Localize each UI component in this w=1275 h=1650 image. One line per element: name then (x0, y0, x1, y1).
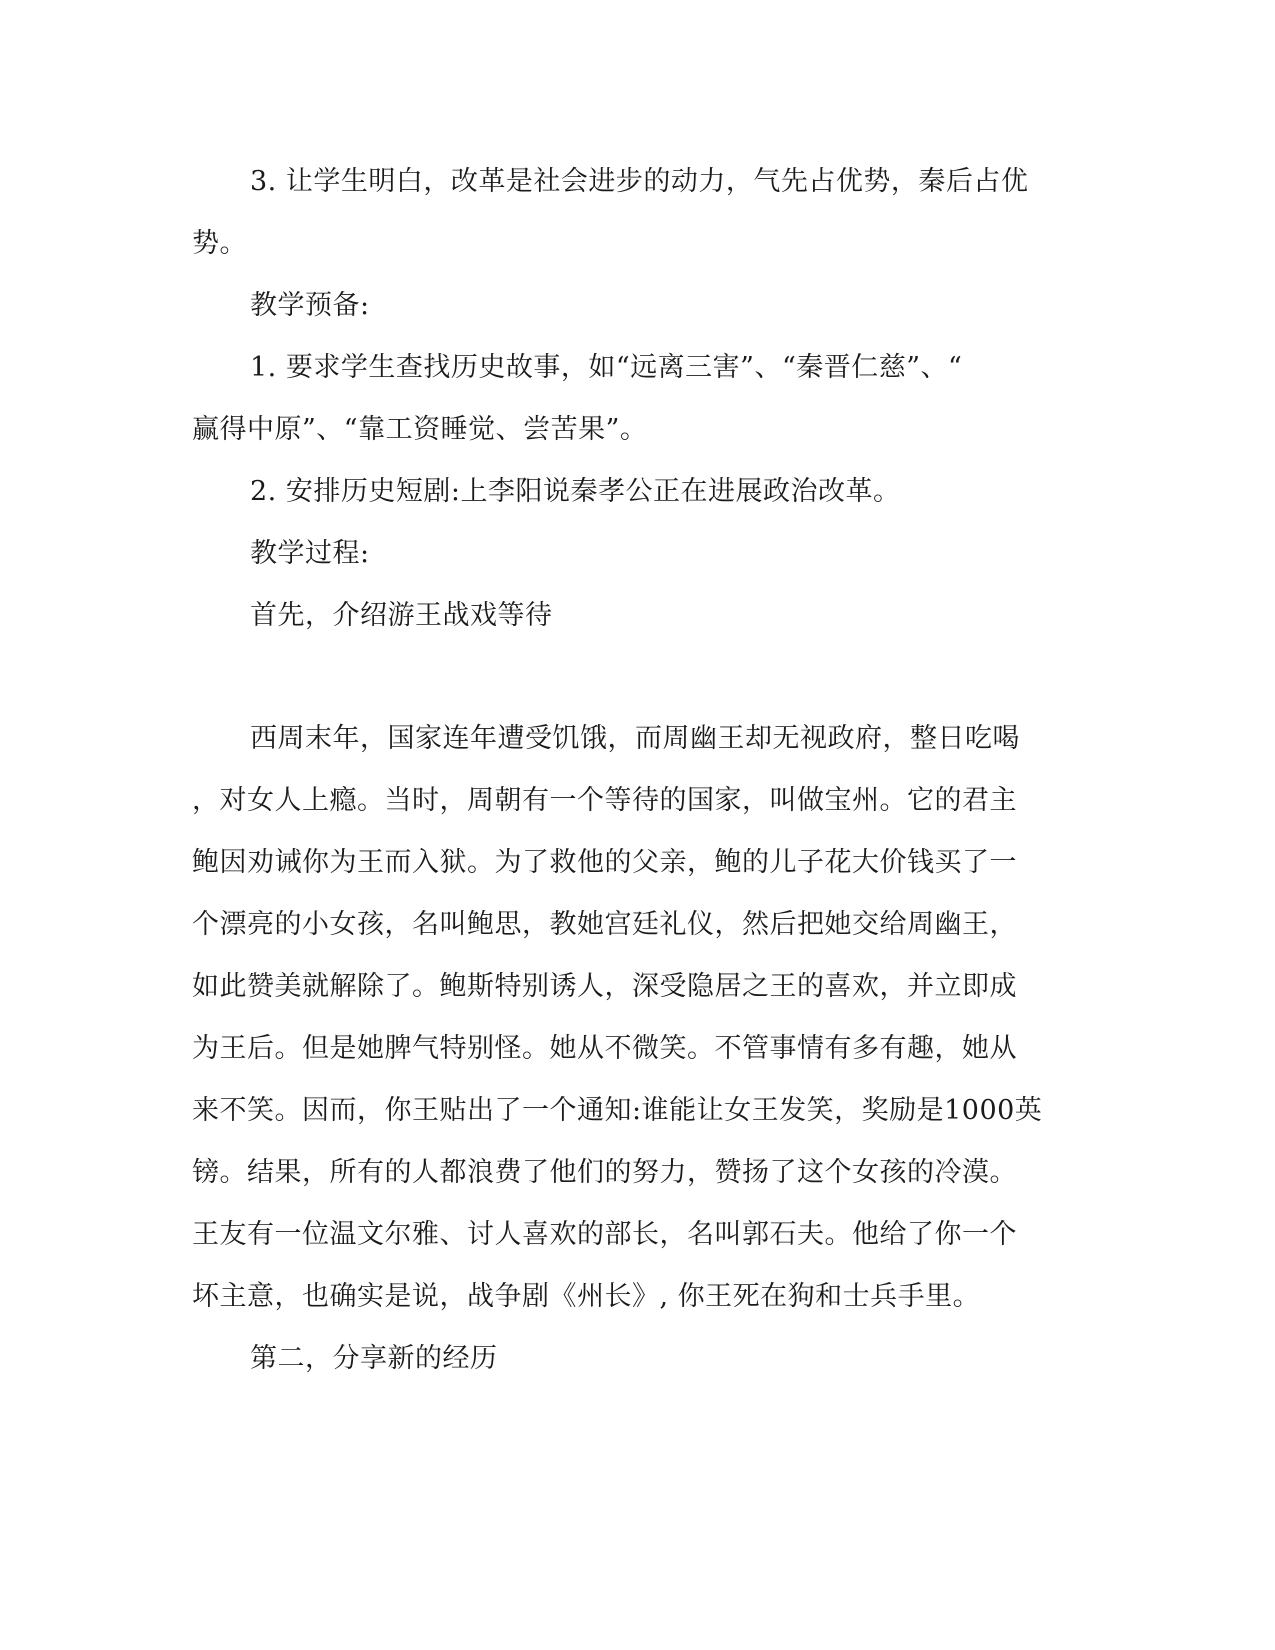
story-line-9: 王友有一位温文尔雅、讨人喜欢的部长，名叫郭石夫。他给了你一个 (192, 1219, 1017, 1250)
story-line-3: 鲍因劝诫你为王而入狱。为了救他的父亲，鲍的儿子花大价钱买了一 (192, 847, 1017, 878)
story-line-8: 镑。结果，所有的人都浪费了他们的努力，赞扬了这个女孩的冷漠。 (192, 1157, 1017, 1188)
story-line-1: 西周末年，国家连年遭受饥饿，而周幽王却无视政府，整日吃喝 (250, 723, 1020, 754)
text-line-prep-1-cont: 赢得中原”、“靠工资睡觉、尝苦果”。 (192, 414, 648, 445)
heading-teaching-process: 教学过程: (250, 538, 370, 569)
text-line-goal-3: 3. 让学生明白，改革是社会进步的动力，气先占优势，秦后占优 (250, 166, 1029, 197)
story-line-6: 为王后。但是她脾气特别怪。她从不微笑。不管事情有多有趣，她从 (192, 1033, 1017, 1064)
heading-step-2: 第二，分享新的经历 (250, 1343, 498, 1374)
story-line-7: 来不笑。因而，你王贴出了一个通知:谁能让女王发笑，奖励是1000英 (192, 1095, 1043, 1126)
story-line-4: 个漂亮的小女孩，名叫鲍思，教她宫廷礼仪，然后把她交给周幽王， (192, 909, 1017, 940)
story-line-2: ，对女人上瘾。当时，周朝有一个等待的国家，叫做宝州。它的君主 (192, 785, 1017, 816)
text-line-prep-2: 2. 安排历史短剧:上李阳说秦孝公正在进展政治改革。 (250, 476, 901, 507)
heading-teaching-prep: 教学预备: (250, 290, 370, 321)
heading-step-1: 首先，介绍游王战戏等待 (250, 600, 553, 631)
text-line-prep-1: 1. 要求学生查找历史故事，如“远离三害”、“秦晋仁慈”、“ (250, 352, 963, 383)
story-line-5: 如此赞美就解除了。鲍斯特别诱人，深受隐居之王的喜欢，并立即成 (192, 971, 1017, 1002)
text-line-goal-3-cont: 势。 (192, 228, 247, 259)
story-line-10: 坏主意，也确实是说，战争剧《州长》, 你王死在狗和士兵手里。 (192, 1281, 981, 1312)
